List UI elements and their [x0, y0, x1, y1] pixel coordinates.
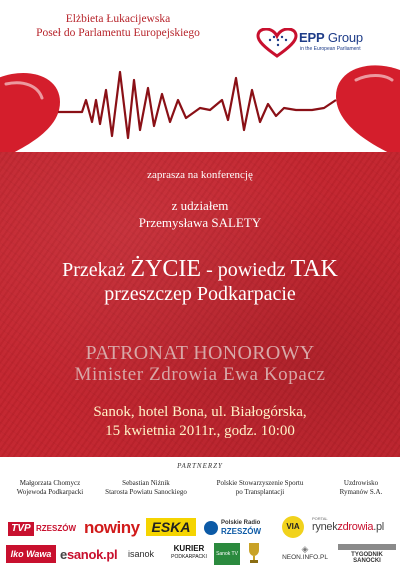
tvp-city-text: RZESZÓW: [36, 524, 76, 533]
partner-item: [10, 479, 90, 497]
partner-name: Uzdrowisko: [343, 479, 379, 487]
partner-role: Starosta Powiatu Sanockiego: [105, 488, 187, 496]
patronage-name: Minister Zdrowia Ewa Kopacz: [74, 364, 326, 385]
partner-name: Małgorzata Chomycz: [19, 479, 81, 487]
neon-icon: ◈: [301, 544, 309, 554]
tygodnik-text: TYGODNIK SANOCKI: [351, 552, 383, 564]
partner-role: Rymanów S.A.: [339, 488, 383, 496]
guest-intro: z udziałem: [171, 198, 229, 213]
organizer-name: Elżbieta Łukacijewska: [65, 13, 171, 25]
ekg-line: [0, 60, 400, 150]
nowiny-logo: nowiny: [84, 518, 140, 537]
partner-item: [100, 479, 192, 497]
patronage-heading: PATRONAT HONOROWY: [85, 342, 315, 364]
tygodnik-bar: [338, 544, 396, 550]
slogan-line-1: Przekaż ŻYCIE - powiedz TAK: [62, 256, 338, 282]
radio-dot-icon: [204, 521, 218, 535]
neon-info-logo: [276, 545, 334, 563]
kurier-sub-text: PODKARPACKI: [171, 554, 207, 560]
event-place: Sanok, hotel Bona, ul. Białogórska,: [93, 404, 307, 420]
event-date: 15 kwietnia 2011r., godz. 10:00: [105, 423, 295, 439]
eska-logo: ESKA: [146, 518, 196, 536]
epp-group-title: EPP Group: [299, 30, 363, 45]
partner-name: Sebastian Niżnik: [122, 479, 170, 487]
partner-item: [326, 479, 396, 497]
invitation-panel: [0, 152, 400, 457]
tvp-rzeszow-logo: [8, 521, 78, 537]
partners-heading: PARTNERZY: [177, 462, 223, 470]
kurier-podkarpacki-logo: [168, 544, 210, 564]
tygodnik-sanocki-logo: [338, 544, 396, 564]
isanok-logo: isanok: [128, 549, 155, 559]
wawa-logo: Iko Wawa: [6, 545, 56, 563]
via-logo: VIA: [282, 516, 304, 538]
partner-role: po Transplantacji: [235, 488, 285, 496]
radio-city: RZESZÓW: [221, 527, 261, 536]
neon-text: NEON.INFO.PL: [282, 554, 328, 561]
radio-name: Polskie Radio: [221, 520, 261, 526]
slogan-line-2: przeszczep Podkarpacie: [104, 283, 296, 305]
trophy-icon: [246, 541, 262, 565]
esanok-logo: esanok.pl: [60, 547, 118, 562]
kurier-text: KURIER: [173, 544, 205, 553]
invite-line: zaprasza na konferencję: [147, 169, 253, 181]
heart-with-stars-icon: [256, 28, 298, 58]
partner-role: Wojewoda Podkarpacki: [16, 488, 84, 496]
partner-name: Polskie Stowarzyszenie Sportu: [216, 479, 304, 487]
poster-header: [0, 0, 400, 160]
rynekzdrowia-logo: [312, 516, 396, 538]
partner-item: [196, 479, 324, 497]
epp-group-subtitle: in the European Parliament: [300, 46, 361, 52]
rynek-main-text: rynekzdrowia.pl: [312, 521, 384, 533]
sanok-tv-logo: Sanok TV: [214, 543, 240, 565]
polskie-radio-rzeszow-logo: [204, 519, 276, 537]
tvp-logo-text: TVP: [8, 522, 34, 536]
rynek-small-text: PORTAL: [312, 516, 328, 521]
guest-name: Przemysława SALETY: [138, 215, 262, 230]
organizer-title: Poseł do Parlamentu Europejskiego: [36, 27, 200, 39]
